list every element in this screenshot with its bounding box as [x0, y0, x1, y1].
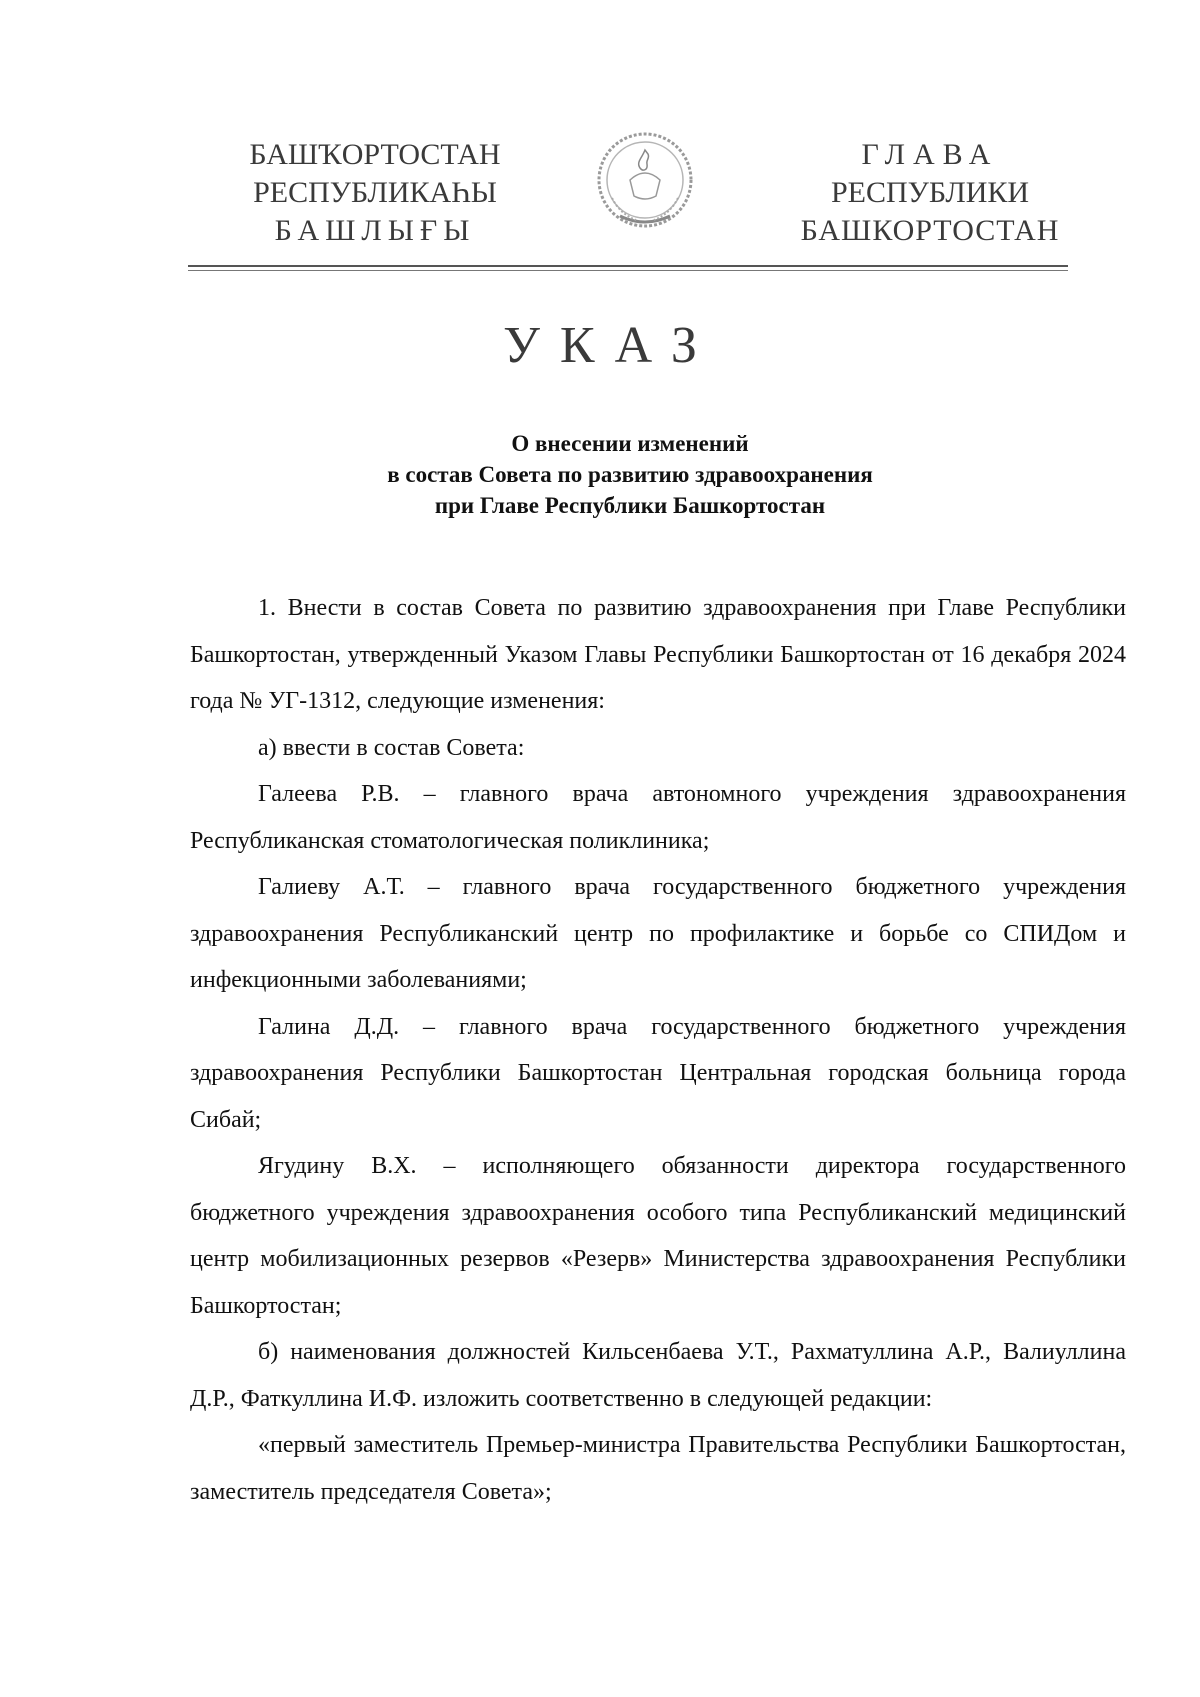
paragraph-1: 1. Внести в состав Совета по развитию здравоохранения при Главе Республики Башкортостан, утвержденный Указом Главы Республики Башкортостан от 16 декабря 2024 года № УГ-1312, следующие изменения: — [190, 595, 1126, 714]
document-body — [190, 585, 1126, 1515]
header-divider — [188, 265, 1068, 267]
header-divider-thin — [188, 270, 1068, 271]
paragraph-yagudina: Ягудину В.Х. – исполняющего обязанности директора государственного бюджетного учреждения здравоохранения особого типа Республиканский медицинский центр мобилизационных резервов «Резерв» Министерства здравоохранения Республики Башкортостан; — [190, 1153, 1126, 1319]
coat-of-arms-icon — [590, 128, 700, 236]
document-title: УКАЗ — [503, 317, 717, 374]
header-right-line-3: БАШКОРТОСТАН — [800, 214, 1060, 247]
subject-line-3: при Главе Республики Башкортостан — [434, 493, 826, 518]
paragraph-galeev: Галеева Р.В. – главного врача автономного учреждения здравоохранения Республиканская стоматологическая поликлиника; — [190, 781, 1126, 854]
paragraph-galin: Галина Д.Д. – главного врача государственного бюджетного учреждения здравоохранения Республики Башкортостан Центральная городская больница города Сибай; — [190, 1013, 1126, 1133]
paragraph-quote: «первый заместитель Премьер-министра Правительства Республики Башкортостан, заместитель председателя Совета»; — [190, 1432, 1126, 1505]
header-right-line-2: РЕСПУБЛИКИ — [830, 176, 1030, 209]
header-left-bashkir — [235, 136, 515, 250]
header-right-line-1: ГЛАВА — [861, 138, 999, 171]
subject-line-2: в состав Совета по развитию здравоохранения — [387, 462, 873, 487]
header-left-line-3: БАШЛЫҒЫ — [274, 214, 476, 247]
subject-line-1: О внесении изменений — [511, 431, 749, 456]
header-left-line-2: РЕСПУБЛИКАҺЫ — [253, 176, 497, 209]
paragraph-a: а) ввести в состав Совета: — [258, 734, 525, 761]
document-subject — [200, 428, 1060, 521]
paragraph-b: б) наименования должностей Кильсенбаева У.Т., Рахматуллина А.Р., Валиуллина Д.Р., Фаткуллина И.Ф. изложить соответственно в следующей редакции: — [190, 1339, 1126, 1412]
header-right-russian — [790, 136, 1070, 250]
paragraph-galieva: Галиеву А.Т. – главного врача государственного бюджетного учреждения здравоохранения Республиканский центр по профилактике и борьбе со СПИДом и инфекционными заболеваниями; — [190, 874, 1126, 993]
header-left-line-1: БАШҠОРТОСТАН — [249, 138, 501, 171]
